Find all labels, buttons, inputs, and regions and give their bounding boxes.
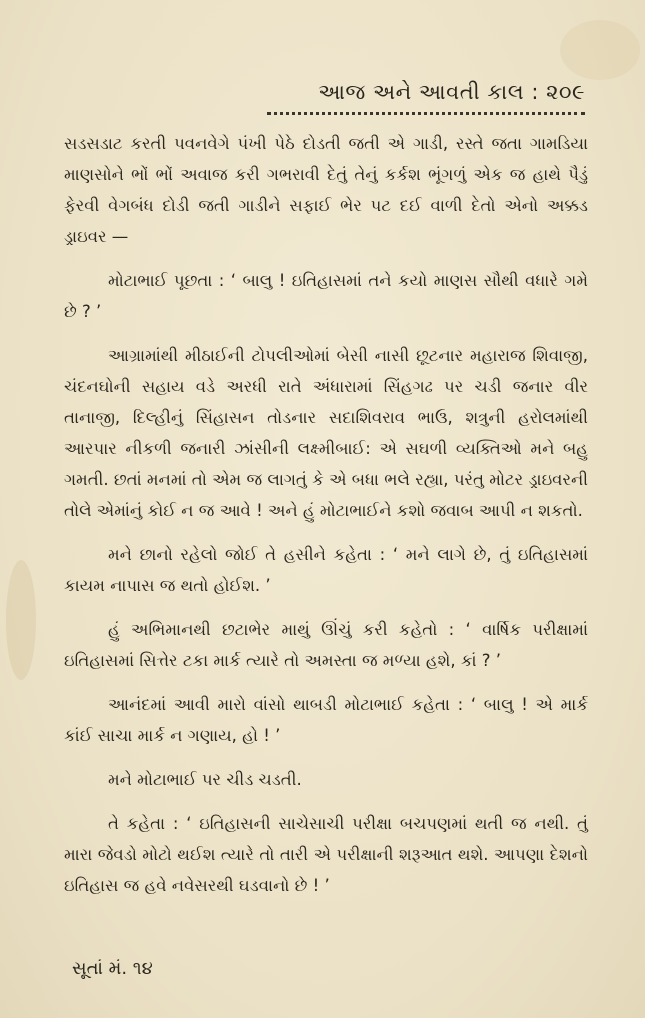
paragraph: તે કહેતા : ‘ ઇતિહાસની સાચેસાચી પરીક્ષા બચપણમાં થતી જ નથી. તું મારા જેવડો મોટો થઈશ ત્યારે તો તારી એ પરીક્ષાની શરૂઆત થશે. આપણા દેશનો ઇતિહાસ જ હવે નવેસરથી ઘડવાનો છે ! ’ xyxy=(64,814,588,895)
paper-stain xyxy=(560,20,640,80)
paragraph: મને છાનો રહેલો જોઈ તે હસીને કહેતા : ‘ મને લાગે છે, તું ઇતિહાસમાં કાયમ નાપાસ જ થતો હોઈશ. ’ xyxy=(64,545,588,595)
paragraph: હું અભિમાનથી છટાભેર માથું ઊંચું કરી કહેતો : ‘ વાર્ષિક પરીક્ષામાં ઇતિહાસમાં સિત્તેર ટકા માર્ક ત્યારે તો અમસ્તા જ મળ્યા હશે, કાં ? ’ xyxy=(64,620,588,670)
paragraph: મોટાભાઈ પૂછતા : ‘ બાલુ ! ઇતિહાસમાં તને કયો માણસ સૌથી વધારે ગમે છે ? ’ xyxy=(64,271,588,321)
header-dotted-rule xyxy=(267,112,585,115)
paper-stain xyxy=(6,560,36,680)
paragraph: મને મોટાભાઈ પર ચીડ ચડતી. xyxy=(108,770,302,789)
paragraph: સડસડાટ કરતી પવનવેગે પંખી પેઠે દોડતી જતી એ ગાડી, રસ્તે જતા ગામડિયા માણસોને ભોં ભોં અવાજ કરી ગભરાવી દેતું તેનું કર્કશ ભૂંગળું એક જ હાથે પૈડું ફેરવી વેગબંધ દોડી જતી ગાડીને સફાઈ ભેર પટ દઈ વાળી દેતો એનો અક્કડ ડ્રાઇવર — xyxy=(64,134,588,246)
paragraph: આનંદમાં આવી મારો વાંસો થાબડી મોટાભાઈ કહેતા : ‘ બાલુ ! એ માર્ક કાંઈ સાચા માર્ક ન ગણાય, હો ! ’ xyxy=(64,695,588,745)
footer-signature: સૂતાં મં. ૧૪ xyxy=(72,958,153,979)
running-head: આજ અને આવતી કાલ : ૨૦૯ xyxy=(318,80,585,104)
body-text xyxy=(64,128,588,914)
paragraph: આગ્રામાંથી મીઠાઈની ટોપલીઓમાં બેસી નાસી છૂટનાર મહારાજ શિવાજી, ચંદનઘોની સહાય વડે અરધી રાતે અંધારામાં સિંહગઢ પર ચડી જનાર વીર તાનાજી, દિલ્હીનું સિંહાસન તોડનાર સદાશિવરાવ ભાઉ, શત્રુની હરોલમાંથી આરપાર નીકળી જનારી ઝાંસીની લક્ષ્મીબાઈ: એ સઘળી વ્યક્તિઓ મને બહુ ગમતી. છતાં મનમાં તો એમ જ લાગતું કે એ બધા ભલે રહ્યા, પરંતુ મોટર ડ્રાઇવરની તોલે એમાંનું કોઈ ન જ આવે ! અને હું મોટાભાઈને કશો જવાબ આપી ન શકતો. xyxy=(64,346,588,520)
